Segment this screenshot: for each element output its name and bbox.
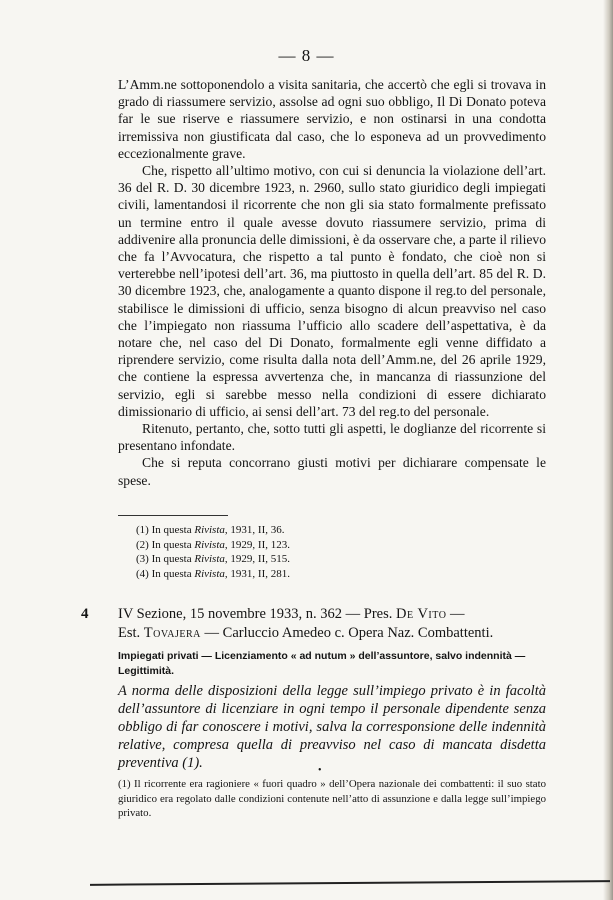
body-paragraph: Ritenuto, pertanto, che, sotto tutti gli aspetti, le doglianze del ricorrente si presentano infondate. [118,421,546,454]
page-bottom-edge [90,880,610,886]
estensore-name: Tovajera [143,625,201,641]
body-text [118,76,546,489]
separator-mark: • [318,765,322,776]
case-footnote: (1) Il ricorrente era ragioniere « fuori quadro » dell’Opera nazionale dei combattenti: il suo stato giuridico era regolato dalle condizioni contenute nell’atto di assunzione e dalla legge sull’impiego privato. [118,778,546,819]
case-heading: 4 IV Sezione, 15 novembre 1933, n. 362 — Pres. De Vito — Est. Tovajera — Carluccio Amedeo c. Opera Naz. Combattenti. [81,606,494,641]
body-paragraph: Che si reputa concorrano giusti motivi per dichiarare compensate le spese. [118,455,546,488]
footnote-divider [118,515,228,516]
case-headnote: Impiegati privati — Licenziamento « ad nutum » dell’assuntore, salvo indennità — Legittimità. [118,650,526,677]
footnote-item: (3) In questa Rivista, 1929, II, 515. [136,553,290,566]
footnote-list [136,523,290,581]
body-paragraph: Che, rispetto all’ultimo motivo, con cui si denuncia la violazione dell’art. 36 del R. D. 30 dicembre 1923, n. 2960, sullo stato giuridico degli impiegati civili, lamentandosi il ricorrente che non gli sia stato formalmente prefissato un termine entro il quale avesse dovuto riassumere servizio, prima di addivenire alla pronuncia delle dimissioni, è da osservare che, a parte il rilievo che fa l’Avvocatura, che rispetto a tal punto è fondato, che cioè non si verterebbe nell’ipotesi dell’art. 36, ma piuttosto in quella dell’art. 85 del R. D. 30 dicembre 1923, che, analogamente a quanto dispone il reg.to del personale, stabilisce le dimissioni di ufficio, senza bisogno di alcun preavviso nel caso che l’impiegato non riassuma l’ufficio allo scadere dell’aspettativa, è da notare che, nel caso del Di Donato, formalmente egli venne diffidato a riprendere servizio, come risulta dalla nota dell’Amm.ne, del 26 aprile 1929, che contiene la espressa avvertenza che, in mancanza di riassunzione del servizio, egli si sarebbe messo nella condizioni di essere dichiarato dimissionario di ufficio, ai sensi dell’art. 73 del reg.to del personale. [118,163,546,419]
page-edge-shadow [603,0,613,900]
page-number: — 8 — [278,46,335,65]
president-name: De Vito [396,606,447,622]
footnote-item: (1) In questa Rivista, 1931, II, 36. [136,524,285,536]
body-paragraph: L’Amm.ne sottoponendolo a visita sanitaria, che accertò che egli si trovava in grado di riassumere servizio, assolse ad ogni suo obbligo, Il Di Donato poteva far le sue riserve e riassumere servizio, e non ostinarsi in una condotta irremissiva non giustificata dal caso, che lo esponeva ad un provvedimento eccezionalmente grave. [118,77,546,161]
footnote-item: (2) In questa Rivista, 1929, II, 123. [136,538,290,551]
footnote-item: (4) In questa Rivista, 1931, II, 281. [136,567,290,580]
case-maxim: A norma delle disposizioni della legge sull’impiego privato è in facoltà dell’assuntore di licenziare in ogni tempo il personale dipendente senza obbligo di far conoscere i motivi, salva la corresponsione delle indennità relative, compresa quella di preavviso nel caso di mancata disdetta preventiva (1). [118,683,546,771]
case-number: 4 [81,606,89,622]
